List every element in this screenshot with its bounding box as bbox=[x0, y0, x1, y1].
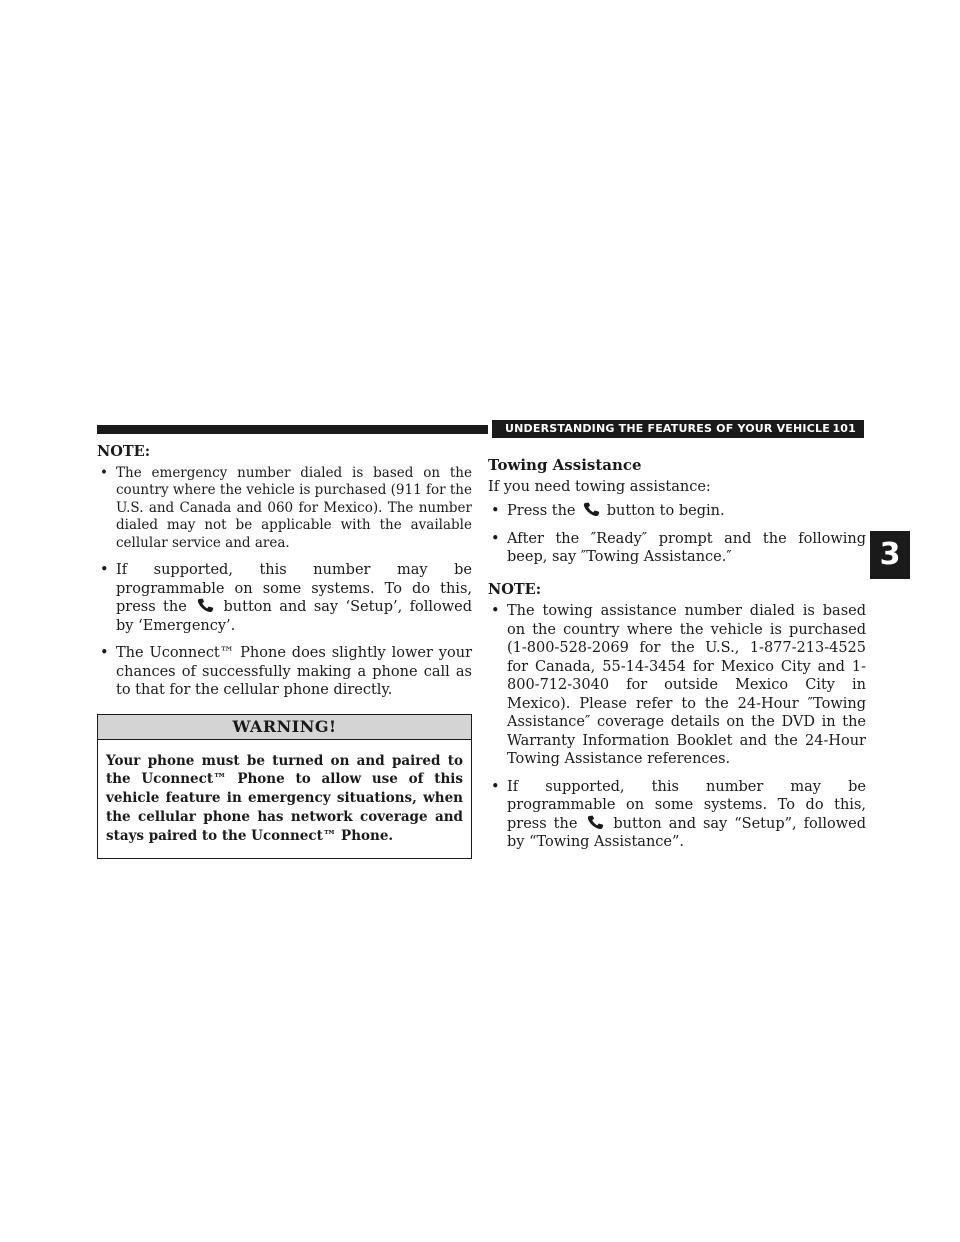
list-item bbox=[97, 561, 472, 635]
list-item bbox=[488, 502, 866, 521]
warning-box bbox=[97, 714, 472, 860]
note-label: NOTE: bbox=[97, 443, 151, 460]
running-header bbox=[492, 420, 864, 438]
bullet-dot: • bbox=[491, 778, 500, 795]
bullet-text-before: Press the bbox=[507, 503, 576, 519]
note-label: NOTE: bbox=[488, 580, 542, 598]
left-column bbox=[97, 443, 472, 859]
bullet-dot: • bbox=[100, 562, 109, 578]
bullet-text: The emergency number dialed is based on the country where the vehicle is purchased (911 for the U.S. and Canada and 060 for Mexico). The number dialed may not be applicable with the available cellular service and area. bbox=[116, 464, 472, 551]
bullet-dot: • bbox=[491, 603, 500, 619]
phone-icon bbox=[197, 598, 214, 613]
chapter-tab: 3 bbox=[870, 531, 910, 579]
bullet-text-after: button to begin. bbox=[606, 503, 725, 519]
page-number: 101 bbox=[832, 422, 856, 435]
phone-icon bbox=[587, 815, 604, 830]
bullet-text: The Uconnect™ Phone does slightly lower your chances of successfully making a phone call as to that for the cellular phone directly. bbox=[116, 645, 472, 698]
section-title: Towing Assistance bbox=[488, 456, 642, 474]
list-item bbox=[97, 644, 472, 700]
warning-title: WARNING! bbox=[98, 715, 471, 740]
list-item bbox=[488, 530, 866, 567]
bullet-dot: • bbox=[491, 503, 500, 519]
bullet-text-after: button and say ‘Setup’, followed by ‘Emergency’. bbox=[116, 599, 472, 634]
list-item bbox=[488, 778, 866, 852]
bullet-dot: • bbox=[100, 645, 109, 661]
bullet-dot: • bbox=[100, 464, 108, 481]
phone-icon bbox=[583, 502, 600, 517]
bullet-text-after: button and say “Setup”, followed by “Towing Assistance”. bbox=[507, 815, 866, 850]
warning-body: Your phone must be turned on and paired to the Uconnect™ Phone to allow use of this vehicle feature in emergency situations, when the cellular phone has network coverage and stays paired to the Uconnect™ Phone. bbox=[106, 752, 463, 844]
right-column bbox=[488, 456, 866, 861]
list-item bbox=[97, 465, 472, 553]
bullet-text-before: If supported, this number may be programmable on some systems. To do this, press the bbox=[507, 778, 866, 832]
bullet-text: The towing assistance number dialed is based on the country where the vehicle is purchased (1-800-528-2069 for the U.S., 1-877-213-4525 for Canada, 55-14-3454 for Mexico City and 1-800-712-3040 for outside Mexico City in Mexico). Please refer to the 24-Hour ″Towing Assistance″ coverage details on the DVD in the Warranty Information Booklet and the 24-Hour Towing Assistance references. bbox=[507, 603, 866, 767]
bullet-dot: • bbox=[491, 530, 500, 547]
intro-text: If you need towing assistance: bbox=[488, 478, 711, 495]
header-rule bbox=[97, 425, 488, 434]
bullet-text-before: If supported, this number may be programmable on some systems. To do this, press the bbox=[116, 562, 472, 615]
header-title: UNDERSTANDING THE FEATURES OF YOUR VEHICLE bbox=[505, 422, 830, 435]
bullet-text: After the ″Ready″ prompt and the following beep, say ″Towing Assistance.″ bbox=[507, 530, 866, 565]
list-item bbox=[488, 602, 866, 769]
